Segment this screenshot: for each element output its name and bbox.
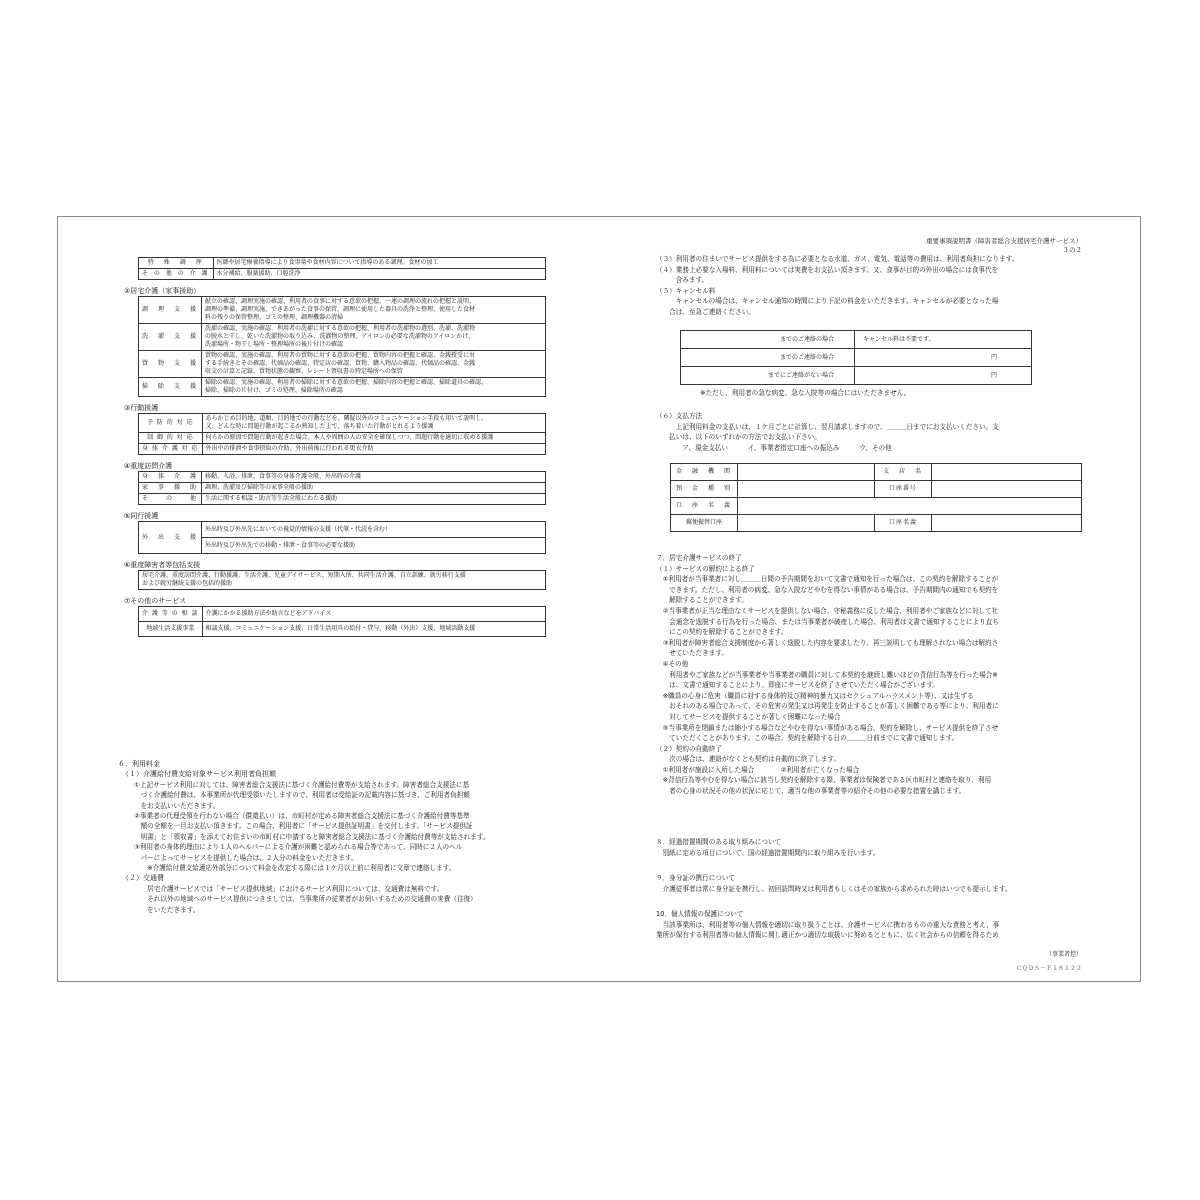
copy-label: （事業者控） [1045,951,1082,958]
table-row: 家 事 援 助 調理、洗濯及び掃除等の家事全般の援助 [139,483,546,494]
fee-subtitle-1: （１）介護給付費支給対象サービス利用者負担額 [122,770,276,779]
section-heading-judo: ④重度訪問介護 [124,462,173,470]
section-10: 10．個人情報の保護について 当該事業所は、利用者等の個人情報を適切に取り扱うことは、介護サービスに携わるものの重大な責務と考え、事 業所が保有する利用者等の個人情報に関し適正かつ適切な取扱いに努めるとともに、広く社会からの信頼を得るため [656,910,1000,940]
table-row: 洗 濯 支 援 洗濯の確認、実施の確認、利用者の洗濯に対する意欲の把握、利用者の洗濯物の選別、洗濯、洗濯物 の脱水と干し、乾いた洗濯物の取り込み、洗濯物の整理、アイロンの必要な洗濯物のアイロンかけ、 洗濯場所・物干し場所・整理場所の後片付けの確認 [139,324,546,351]
table-row: 地域生活支援事業 相談支援、コミュニケーション支援、日常生活用具の給付・貸与、移動（外出）支援、地域活動支援 [139,622,546,637]
table-kodo [138,413,546,455]
section-heading-kodo: ③行動援護 [124,404,159,412]
bank-table-wrap [670,463,1082,532]
table-doko [138,521,546,554]
table-row: 口 座 名 義 [671,498,1082,515]
right-top-paragraphs: （３）利用者の住まいでサービス提供をする為に必要となる水道、ガス、電気、電話等の費用は、利用者負担になります。 （４）業務上必要な入場料、利用料については実費をお支払い頂きます。又、食事が目的の外出の場合には食事代を 含みます。 （５）キャンセル料 キャンセルの場合は、キャンセル通知の時間により下記の料金をいただきます。キャンセルが必要となった場 合は、至急ご連絡ください。 [656,255,1019,316]
section-heading-sonota: ⑦その他のサービス [124,597,187,605]
section-heading-doko: ⑤同行援護 [124,512,159,520]
fee-title: ６．利用料金 [118,760,160,768]
payment-section: （６）支払方法 上記利用料金の支払いは、１ケ月ごとに計算し、翌月請求しますので、＿＿＿日までにお支払いください。支 払いは、以下のいずれかの方法でお支払い下さい。 ア、現金支払い イ、事業者指定口座への振込み ウ、その他 [656,412,999,452]
table-row: そ の 他 の 介 護 水分補給、服薬援助、口腔洗浄 [139,269,546,280]
page-number: ３の２ [1062,246,1082,254]
table-judo [138,471,546,505]
table-row: 外 出 支 援 外出時及び外出先においての視覚的情報の支援（代筆・代読を含む） [139,522,546,538]
cancel-table-wrap [680,330,1032,385]
table-row: 予 防 的 対 応 あらかじめ目的地、道順、目的地での行動などを、隣疑以外のコミュニケーション手段も用いて説明し、 又、どんな時に問題行動が起こるか熟知した上で、落ち着いた行動がとれるよう援護 [139,414,546,433]
table-row: 居宅介護、重度訪問介護、行動援護、生活介護、児童デイサービス、短期入所、共同生活介護、自立訓練、就労移行支援 および就労継続支援の包括的援助 [139,571,546,590]
deposit-type-field[interactable] [738,481,875,498]
table-row: 身 体 介 護 移動、入浴、排泄、食事等の身体介護全般、外出時の介護 [139,472,546,483]
fee-section: ６．利用料金 （１）介護給付費支給対象サービス利用者負担額 ①上記サービス利用に対しては、障害者総合支援法に基づく介護給付費等が支給されます。障害者総合支援法に基 づく介護給付費は、本事業所が代理受領いたしますので、利用者は受給証の記載内容に基づき、ご利用者負担額 をお支払いいただきます。 ②事業者の代理受領を行わない場合（償還払い）は、市町村が定める障害者総合支援法に基づく介護給付費等基準 額の全額を一旦お支払い頂きます。この場合、利用者に「サービス提供証明書」を交付します。「サービス提供証 明書」と「領収書」を添えてお住まいの市町村に申請すると障害者総合支援法に基づく介護給付費等が支給されます。 ③利用者の身体的理由により１人のヘルパーによる介護が困難と認められる場合等であって、同時に２人のヘル パーによってサービスを提供した場合は、２人分の料金をいただきます。 ※介護給付費支給適応外部分について料金を改定する際には１ケ月以上前に利用者に文章で連絡します。 （２）交通費 居宅介護サービスでは「サービス提供地域」におけるサービス利用については、交通費は無料です。 それ以外の地域へのサービス提供につきましては、当事業所の従業者がお伺いするための交通費の実費（往復） をいただきます。 [118,760,490,914]
bank-name-field[interactable] [738,464,875,481]
section-heading-kaji: ②居宅介護（家事援助） [124,287,201,295]
fee-subtitle-2: （２）交通費 [122,874,164,883]
table-row: 調 理 支 援 献立の確認、調理実施の確認、利用者の食事に対する意欲の把握、一連の調理の流れの把握と説明、 調理の準備、調理実施、できあがった食事の保管、調理に使用した器具の洗浄と整理、使用した食材 料の残りの保管整理、ゴミの整理、調理機器の清掃 [139,297,546,324]
table-row: 掃 除 支 援 掃除の確認、実施の確認、利用者の掃除に対する意欲の把握、掃除内容の把握と確認、掃除道具の確認、 掃除、掃除の片付け、ゴミの処理、掃除場所の確認 [139,378,546,397]
left-column [124,257,546,637]
table-row: までのご連絡の場合 キャンセル料は不要です。 [681,331,1032,349]
document-title: 重要事項説明書（障害者総合支援居宅介護サービス） [926,237,1082,245]
account-holder-field[interactable] [738,498,1082,515]
form-code: ＣＱＤＳ－Ｆ１８１２２ [1015,965,1082,972]
table-row: 郵便振替口座 口座名義 [671,515,1082,532]
section-9: ９．身分証の携行について 介護従事者は常に身分証を携行し、初回訪問時又は利用者もしくはその家族から求められた時はいつでも提示します。 [656,874,1012,893]
table-row: 身 体 介 護 対 応 外出中の排泄や食事摂取の介助、外出前後に行われる更衣介助 [139,444,546,455]
cancel-note: ※ただし、利用者の急な病変、急な入院等の場合にはいただきません。 [700,389,911,397]
table-sonota [138,606,546,637]
table-row: までにご連絡がない場合 円 [681,367,1032,385]
table-row: 預 金 種 別 口座番号 [671,481,1082,498]
table-row: そ の 他 生活に関する相談・助言等生活全般にわたる援助 [139,494,546,505]
bank-account-table [670,463,1082,532]
cancel-fee-table [680,330,1032,385]
table-row: 金 融 機 関 支 店 名 [671,464,1082,481]
table-row: 介 護 等 の 相 談 介護にかかる援助方法や助言などをアドバイス [139,607,546,622]
section-heading-hokatsu: ⑥重度障害者等包括支援 [124,561,201,569]
postal-account-field[interactable] [738,515,875,532]
postal-holder-field[interactable] [932,515,1082,532]
section-8: ８．経過措置期間のある取り組みについて 別紙に定める項目について、国の経過措置期間内に取り組みを行います。 [656,838,880,857]
document-sheet [57,216,1141,982]
account-number-field[interactable] [932,481,1082,498]
table-special-care [138,257,546,280]
table-hokatsu [138,570,546,590]
branch-name-field[interactable] [932,464,1082,481]
table-row: 特 殊 調 理 医師や居宅療養指導により食事量や食材内容について指導のある調理。食材の加工 [139,258,546,269]
table-row: 制 御 的 対 応 何らかの原因で問題行動が起きた場合、本人や周囲の人の安全を確保しつつ、問題行動を適切に収める援護 [139,433,546,444]
table-kaji [138,296,546,397]
table-row: までのご連絡の場合 円 [681,349,1032,367]
table-row: 外出時及び外出先での移動・排泄・食事等の必要な援助 [139,538,546,554]
table-row: 買 物 支 援 買物の確認、実施の確認、利用者の買物に対する意欲の把握、買物内容の把握と確認、金銭授受に対 する手続きとその確認、代価品の確認、特定店の確認、買物、購入物品の確認、代価品の確認、金銭 収支の計算と記録、買物状態の観察、レシート領収書の特定場所への保管 [139,351,546,378]
termination-section: ７．居宅介護サービスの終了 （１）サービスの解約による終了 ①利用者が当事業者に対し＿＿＿日間の予告期間をおいて文書で通知を行った場合は、この契約を解除することが できます。ただし、利用者の病変、急な入院などやむを得ない事情がある場合は、予告期間内の通知でも契約を 解除することができます。 ②当事業者が正当な理由なくサービスを提供しない場合、守秘義務に反した場合、利用者やご家族などに対して社 会通念を逸脱する行為を行った場合、または当事業者が破産した場合、利用者は文書で通知することにより直ち にこの契約を解除することができます。 ③利用者が障害者総合支援制度から著しく逸脱した内容を要求したり、再三説明しても理解されない場合は解約さ せていただきます。 ④その他 利用者やご家族などが当事業者や当事業者の職員に対して本契約を継続し難いほどの背信行為等を行った場合※ は、文書で通知することにより、即座にサービスを終了させていただく場合がございます。 ※職員の心身に危害（職員に対する身体的及び精神的暴力又はセクシュアルハラスメント等）、又は生ずる おそれのある場合であって、その危害の発生又は再発生を防止することが著しく困難である等により、利用者に 対してサービスを提供することが著しく困難になった場合 ⑤当事業所を閉鎖または縮小する場合などやむを得ない事情がある場合、契約を解除し、サービス提供を終了させ ていただくことがあります。この場合、契約を解除する日の＿＿＿日前までに文書で通知します。 （２）契約の自動終了 次の場合は、連絡がなくとも契約は自動的に終了します。 ①利用者が施設に入所した場合 ②利用者が亡くなった場合 ※背信行為等やむを得ない場合に該当し契約を解除する際、事業者は保険者である区市町村と連絡を取り、利用 者の心身の状況その他の状況に応じて、適当な他の事業者等の紹介その他の必要な措置を講じます。 [656,554,999,796]
